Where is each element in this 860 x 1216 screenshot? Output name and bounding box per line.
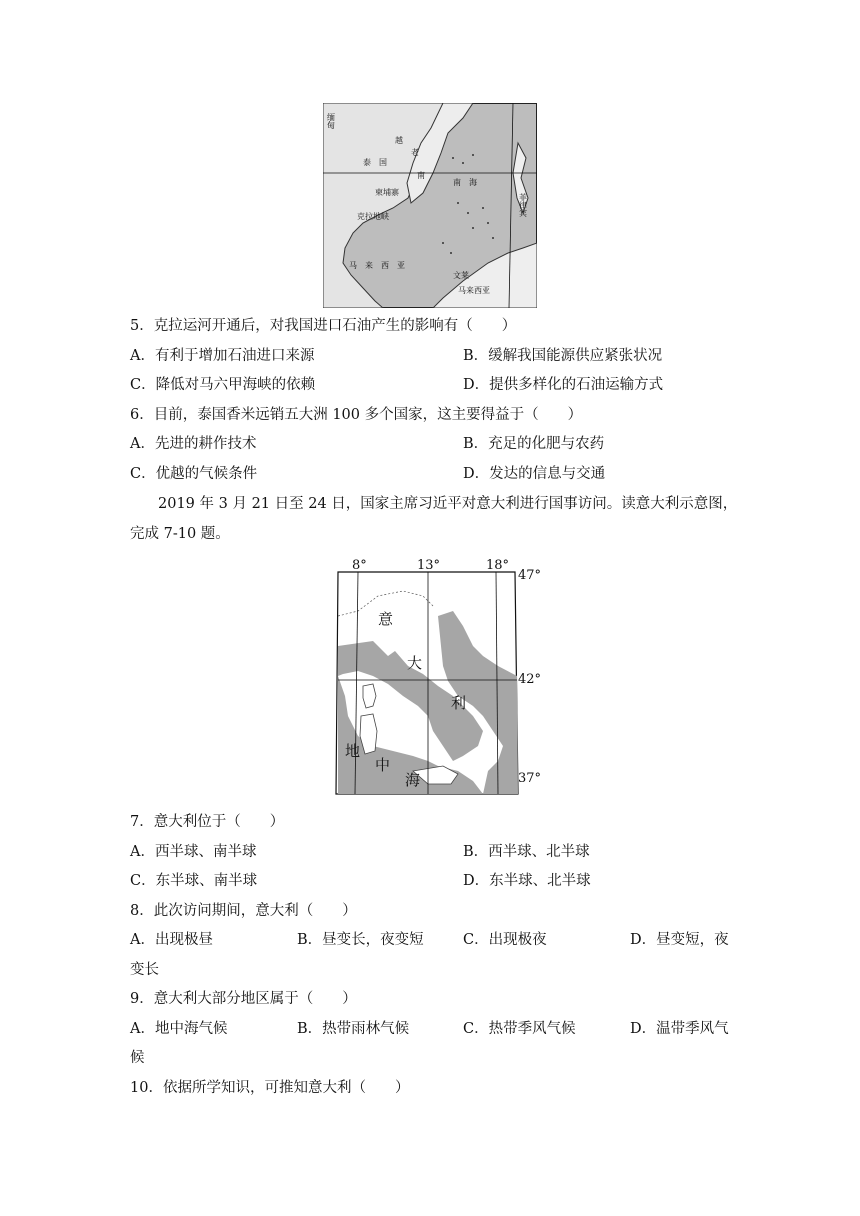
q8-stem: 8．此次访问期间，意大利（ ） (130, 903, 357, 919)
q8-option-a[interactable]: A．出现极昼 (130, 932, 213, 948)
q9-option-d-continued: 候 (130, 1050, 145, 1066)
q6-option-a[interactable]: A．先进的耕作技术 (130, 436, 257, 452)
southeast-asia-map-graphic (323, 103, 537, 308)
map1-label-malaysia: 马 来 西 亚 (349, 261, 405, 270)
q9-stem: 9．意大利大部分地区属于（ ） (130, 991, 357, 1007)
lat-label-47: 47° (518, 568, 542, 583)
sea-label-3: 海 (405, 771, 421, 789)
italy-label-1: 意 (378, 610, 394, 628)
q9-option-c[interactable]: C．热带季风气候 (463, 1021, 576, 1037)
sea-label-2: 中 (375, 756, 391, 774)
map1-label-brunei: 文莱 (453, 271, 469, 280)
q9-option-d[interactable]: D．温带季风气 (630, 1021, 729, 1037)
q8-option-d[interactable]: D．昼变短，夜 (630, 932, 729, 948)
intro-line-2: 完成 7-10 题。 (130, 526, 230, 542)
q9-option-a[interactable]: A．地中海气候 (130, 1021, 228, 1037)
lat-label-37: 37° (518, 771, 542, 786)
southeast-asia-map (323, 103, 537, 308)
q5-stem: 5．克拉运河开通后，对我国进口石油产生的影响有（ ） (130, 318, 517, 334)
intro-line-1: 2019 年 3 月 21 日至 24 日，国家主席习近平对意大利进行国事访问。读意大利示意图， (158, 496, 738, 512)
q7-option-b[interactable]: B．西半球、北半球 (463, 844, 590, 860)
map1-label-thailand: 泰 国 (363, 158, 387, 167)
q7-option-c[interactable]: C．东半球、南半球 (130, 873, 258, 889)
q5-option-d[interactable]: D．提供多样化的石油运输方式 (463, 377, 664, 393)
q10-stem: 10．依据所学知识，可推知意大利（ ） (130, 1080, 410, 1096)
italy-map (333, 556, 549, 800)
italy-label-3: 利 (451, 694, 467, 712)
q8-option-c[interactable]: C．出现极夜 (463, 932, 547, 948)
map1-label-kra: 克拉地峡 (357, 212, 389, 221)
q6-option-d[interactable]: D．发达的信息与交通 (463, 466, 606, 482)
q5-option-c[interactable]: C．降低对马六甲海峡的依赖 (130, 377, 316, 393)
map1-label-vietnam-top: 越 (395, 136, 403, 145)
lon-label-18: 18° (486, 558, 510, 573)
map1-label-myanmar: 缅甸 (326, 113, 336, 129)
q9-option-b[interactable]: B．热带雨林气候 (297, 1021, 410, 1037)
q5-option-b[interactable]: B．缓解我国能源供应紧张状况 (463, 348, 663, 364)
lon-label-8: 8° (352, 558, 367, 573)
map1-label-cambodia: 柬埔寨 (375, 188, 399, 197)
q7-option-a[interactable]: A．西半球、南半球 (130, 844, 257, 860)
q8-option-b[interactable]: B．昼变长，夜变短 (297, 932, 424, 948)
map1-label-vietnam-south: 南 (417, 171, 425, 180)
q7-stem: 7．意大利位于（ ） (130, 814, 285, 830)
map1-label-south-sea: 南 海 (453, 178, 477, 187)
lat-label-42: 42° (518, 672, 542, 687)
map1-label-philippines: 菲律宾 (518, 193, 528, 217)
map1-label-laos: 老 (411, 148, 419, 157)
q8-option-d-continued: 变长 (130, 962, 159, 978)
lon-label-13: 13° (417, 558, 441, 573)
q6-option-b[interactable]: B．充足的化肥与农药 (463, 436, 605, 452)
q7-option-d[interactable]: D．东半球、北半球 (463, 873, 591, 889)
q6-option-c[interactable]: C．优越的气候条件 (130, 466, 258, 482)
q5-option-a[interactable]: A．有利于增加石油进口来源 (130, 348, 315, 364)
map1-label-borneo: 马来西亚 (458, 286, 490, 295)
q6-stem: 6．目前，泰国香米远销五大洲 100 多个国家，这主要得益于（ ） (130, 407, 583, 423)
sea-label-1: 地 (345, 742, 361, 760)
italy-map-graphic (333, 556, 549, 800)
italy-label-2: 大 (407, 654, 423, 672)
